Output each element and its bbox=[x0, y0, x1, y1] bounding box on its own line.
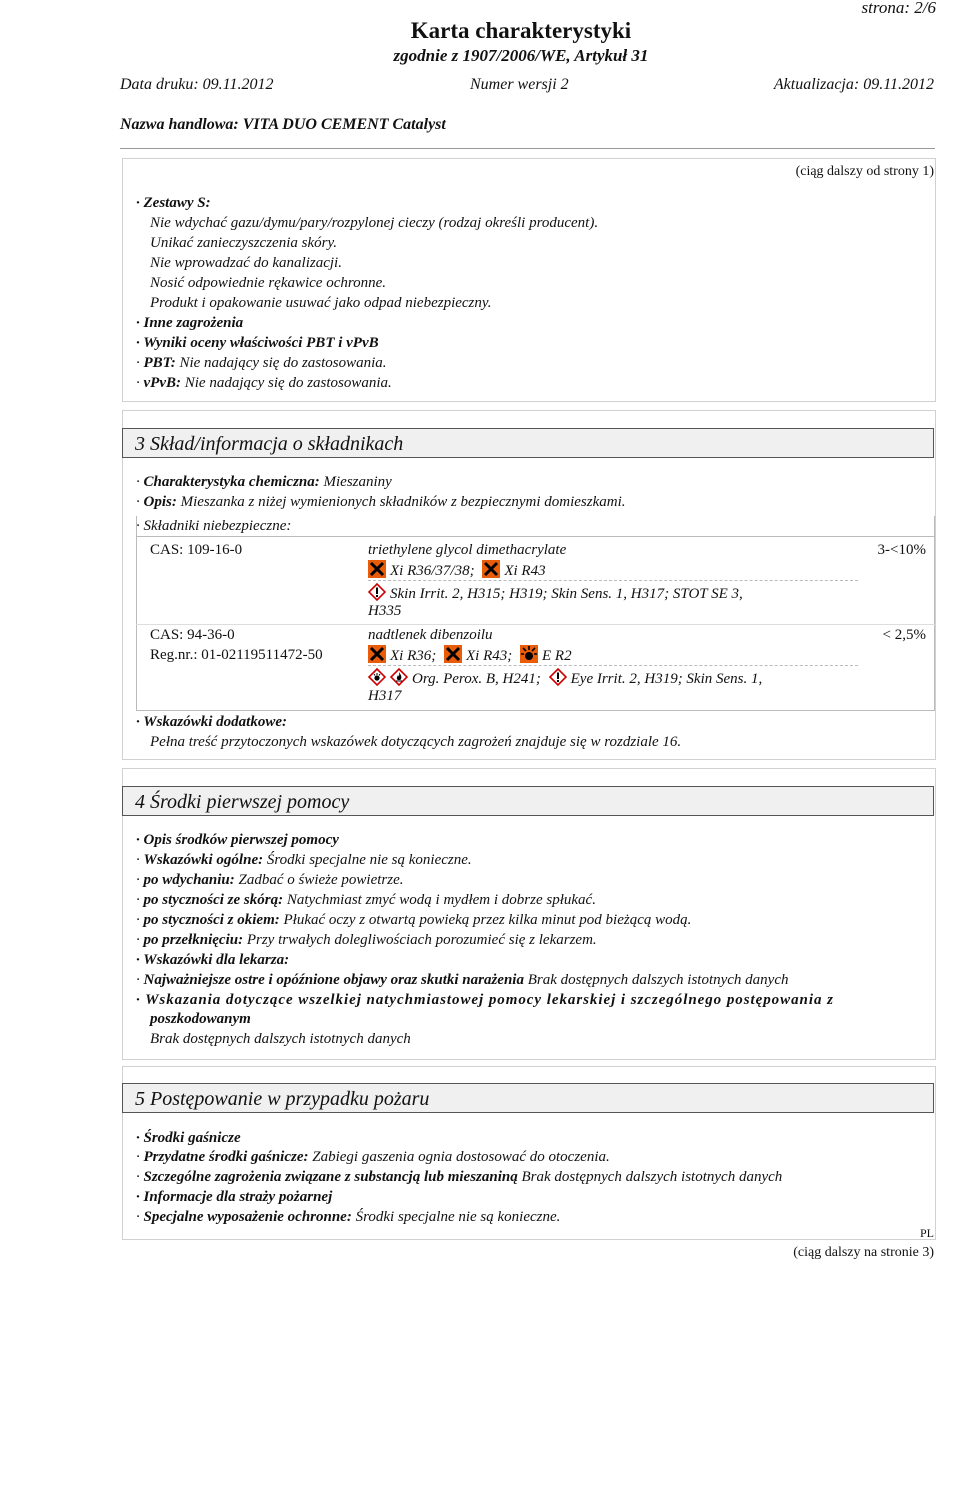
s-phrases-label: · Zestawy S: bbox=[136, 193, 211, 213]
special-label: Szczególne zagrożenia związane z substancją lub mieszaniną bbox=[143, 1169, 518, 1185]
clp-text: Eye Irrit. 2, H319; Skin Sens. 1, bbox=[570, 671, 763, 687]
exploding-bomb-icon bbox=[368, 668, 386, 686]
char-value: Mieszaniny bbox=[323, 474, 392, 490]
dsd-code: E R2 bbox=[542, 648, 572, 664]
general-value: Środki specjalne nie są konieczne. bbox=[266, 852, 472, 868]
clp-text-continued: H335 bbox=[368, 603, 402, 619]
row-divider bbox=[136, 624, 935, 625]
eye-label: po styczności z okiem: bbox=[143, 912, 280, 928]
harmful-x-icon bbox=[482, 560, 500, 578]
explosive-icon bbox=[520, 645, 538, 663]
exclamation-mark-icon bbox=[368, 583, 386, 601]
harmful-x-icon bbox=[368, 560, 386, 578]
language-code: PL bbox=[919, 1226, 934, 1240]
s-phrase-line: Nosić odpowiednie rękawice ochronne. bbox=[150, 275, 387, 291]
dsd-classification bbox=[368, 645, 572, 666]
cas-number: CAS: 109-16-0 bbox=[150, 542, 243, 558]
eye-value: Płukać oczy z otwartą powieką przez kilka minut pod bieżącą wodą. bbox=[283, 912, 692, 928]
ingestion-value: Przy trwałych dolegliwościach porozumieć się z lekarzem. bbox=[246, 932, 597, 948]
symptoms-label: Najważniejsze ostre i opóźnione objawy oraz skutki narażenia bbox=[143, 972, 524, 988]
ingestion-label: po przełknięciu: bbox=[143, 932, 244, 948]
hazardous-components-heading: · Składniki niebezpieczne: bbox=[136, 516, 291, 536]
symptoms-value: Brak dostępnych dalszych istotnych danych bbox=[527, 972, 789, 988]
exclamation-mark-icon bbox=[549, 668, 567, 686]
suitable-value: Zabiegi gaszenia ognia dostosować do otoczenia. bbox=[312, 1149, 610, 1165]
desc-label: Opis: bbox=[143, 494, 177, 510]
continued-to: (ciąg dalszy na stronie 3) bbox=[793, 1245, 934, 1260]
pbt-label: PBT: bbox=[143, 355, 176, 371]
inhalation-label: po wdychaniu: bbox=[143, 872, 235, 888]
continued-from: (ciąg dalszy od strony 1) bbox=[795, 164, 934, 179]
header-rule bbox=[120, 148, 935, 149]
table-right-rule bbox=[934, 516, 935, 710]
component-name: nadtlenek dibenzoilu bbox=[368, 627, 493, 643]
pbt-value: Nie nadający się do zastosowania. bbox=[179, 355, 387, 371]
vpvb-value: Nie nadający się do zastosowania. bbox=[184, 375, 392, 391]
document-title: Karta charakterystyki bbox=[410, 18, 632, 43]
print-date: Data druku: 09.11.2012 bbox=[120, 76, 274, 93]
row-separator bbox=[368, 580, 858, 581]
ingestion-advice bbox=[136, 930, 597, 950]
clp-text-continued: H317 bbox=[368, 688, 402, 704]
clp-text: Skin Irrit. 2, H315; H319; Skin Sens. 1, H317; STOT SE 3, bbox=[390, 586, 743, 602]
symptoms-line bbox=[136, 970, 789, 990]
harmful-x-icon bbox=[368, 645, 386, 663]
section-3-title: 3 Skład/informacja o składnikach bbox=[122, 428, 934, 458]
component-name: triethylene glycol dimethacrylate bbox=[368, 542, 567, 558]
table-left-rule bbox=[136, 516, 137, 710]
dsd-code: Xi R36/37/38; bbox=[390, 563, 475, 579]
s-phrase-line: Nie wdychać gazu/dymu/pary/rozpylonej cieczy (rodzaj określi producent). bbox=[150, 215, 599, 231]
registration-number: Reg.nr.: 01-02119511472-50 bbox=[150, 647, 323, 663]
equipment-label: Specjalne wyposażenie ochronne: bbox=[143, 1209, 352, 1225]
vpvb-label: vPvB: bbox=[143, 375, 181, 391]
s-phrase-line: Produkt i opakowanie usuwać jako odpad niebezpieczny. bbox=[150, 295, 492, 311]
page-number: strona: 2/6 bbox=[861, 0, 936, 17]
protective-equipment-line bbox=[136, 1207, 560, 1227]
extinguishing-media-heading: · Środki gaśnicze bbox=[136, 1128, 241, 1148]
skin-contact-advice bbox=[136, 890, 596, 910]
pbt-results-heading: · Wyniki oceny właściwości PBT i vPvB bbox=[136, 333, 379, 353]
inhalation-value: Zadbać o świeże powietrze. bbox=[238, 872, 404, 888]
trade-name: Nazwa handlowa: VITA DUO CEMENT Catalyst bbox=[120, 116, 446, 133]
suitable-media-line bbox=[136, 1147, 610, 1167]
immediate-attention-label-continued: poszkodowanym bbox=[150, 1011, 251, 1027]
row-separator bbox=[368, 665, 858, 666]
clp-classification bbox=[368, 583, 743, 604]
vpvb-line bbox=[136, 373, 392, 393]
s-phrase-line: Nie wprowadzać do kanalizacji. bbox=[150, 255, 342, 271]
other-hazards-heading: · Inne zagrożenia bbox=[136, 313, 243, 333]
flame-icon bbox=[390, 668, 408, 686]
firefighter-info-heading: · Informacje dla straży pożarnej bbox=[136, 1187, 332, 1207]
dsd-code: Xi R43; bbox=[466, 648, 513, 664]
dsd-code: Xi R43 bbox=[504, 563, 546, 579]
harmful-x-icon bbox=[444, 645, 462, 663]
special-hazards-line bbox=[136, 1167, 782, 1187]
immediate-attention-label: · Wskazania dotyczące wszelkiej natychmiastowej pomocy lekarskiej i szczególnego postępowania z bbox=[136, 990, 834, 1010]
clp-classification bbox=[368, 668, 762, 689]
general-label: Wskazówki ogólne: bbox=[143, 852, 264, 868]
desc-value: Mieszanka z niżej wymienionych składników z bezpiecznymi domieszkami. bbox=[180, 494, 626, 510]
eye-contact-advice bbox=[136, 910, 691, 930]
skin-label: po styczności ze skórą: bbox=[143, 892, 284, 908]
first-aid-description: · Opis środków pierwszej pomocy bbox=[136, 830, 339, 850]
general-advice bbox=[136, 850, 472, 870]
dsd-code: Xi R36; bbox=[390, 648, 437, 664]
inhalation-advice bbox=[136, 870, 404, 890]
concentration: < 2,5% bbox=[882, 627, 926, 643]
dsd-classification bbox=[368, 560, 546, 581]
suitable-label: Przydatne środki gaśnicze: bbox=[143, 1149, 309, 1165]
document-subtitle: zgodnie z 1907/2006/WE, Artykuł 31 bbox=[393, 46, 649, 65]
chemical-characterization bbox=[136, 472, 392, 492]
section-4-title: 4 Środki pierwszej pomocy bbox=[122, 786, 934, 816]
clp-text: Org. Perox. B, H241; bbox=[412, 671, 541, 687]
char-label: Charakterystyka chemiczna: bbox=[143, 474, 320, 490]
table-bottom-rule bbox=[136, 710, 935, 711]
special-value: Brak dostępnych dalszych istotnych danych bbox=[521, 1169, 783, 1185]
update-date: Aktualizacja: 09.11.2012 bbox=[773, 76, 934, 93]
concentration: 3-<10% bbox=[877, 542, 926, 558]
skin-value: Natychmiast zmyć wodą i mydłem i dobrze spłukać. bbox=[286, 892, 596, 908]
section-5-title: 5 Postępowanie w przypadku pożaru bbox=[122, 1083, 934, 1113]
table-top-rule bbox=[136, 536, 935, 537]
immediate-attention-value: Brak dostępnych dalszych istotnych danych bbox=[150, 1031, 411, 1047]
pbt-line bbox=[136, 353, 387, 373]
description-line bbox=[136, 492, 626, 512]
additional-info-text: Pełna treść przytoczonych wskazówek dotyczących zagrożeń znajduje się w rozdziale 16. bbox=[150, 734, 682, 750]
cas-number: CAS: 94-36-0 bbox=[150, 627, 235, 643]
additional-info-heading: · Wskazówki dodatkowe: bbox=[136, 712, 287, 732]
version-number: Numer wersji 2 bbox=[470, 76, 569, 93]
s-phrase-line: Unikać zanieczyszczenia skóry. bbox=[150, 235, 338, 251]
doctor-notes-heading: · Wskazówki dla lekarza: bbox=[136, 950, 289, 970]
equipment-value: Środki specjalne nie są konieczne. bbox=[355, 1209, 561, 1225]
